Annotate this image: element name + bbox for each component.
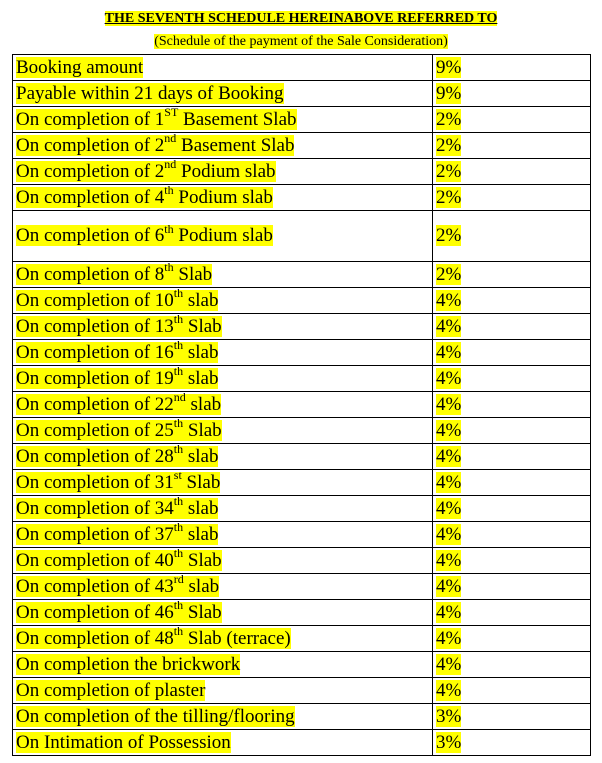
stage-text (16, 495, 219, 519)
stage-cell (13, 470, 433, 496)
stage-cell (13, 652, 433, 678)
table-row (13, 704, 591, 730)
percentage-value: 4% (436, 393, 462, 415)
table-row (13, 470, 591, 496)
ordinal-suffix: rd (173, 573, 184, 587)
table-row (13, 548, 591, 574)
stage-label: On completion of 1 (16, 108, 165, 130)
percentage-cell (433, 392, 591, 418)
table-row (13, 678, 591, 704)
table-row (13, 340, 591, 366)
stage-label: On completion of 37 (16, 523, 174, 545)
table-row (13, 185, 591, 211)
stage-label: On completion of 43 (16, 575, 174, 597)
stage-label: On completion of 25 (16, 419, 174, 441)
percentage-cell (433, 730, 591, 756)
stage-label-suffix: Podium slab (173, 186, 273, 208)
stage-text (16, 365, 219, 389)
stage-cell (13, 81, 433, 107)
stage-label-suffix: Slab (183, 601, 222, 623)
table-row (13, 496, 591, 522)
stage-text (16, 732, 231, 753)
stage-cell (13, 730, 433, 756)
payment-schedule-table (12, 54, 591, 756)
ordinal-suffix: th (173, 547, 184, 561)
stage-label: On completion of the tilling/flooring (16, 705, 295, 727)
schedule-subtitle (0, 33, 602, 50)
percentage-value: 2% (436, 263, 462, 285)
stage-text (16, 339, 219, 363)
percentage-cell (433, 470, 591, 496)
stage-label-suffix: slab (185, 393, 222, 415)
stage-label-suffix: Slab (181, 471, 221, 493)
percentage-value: 9% (436, 56, 462, 78)
stage-cell (13, 340, 433, 366)
table-row (13, 600, 591, 626)
stage-label: On completion of 28 (16, 445, 174, 467)
stage-label-suffix: slab (183, 445, 219, 467)
percentage-value: 4% (436, 523, 462, 545)
table-row (13, 262, 591, 288)
table-row (13, 392, 591, 418)
stage-label: On completion of 22 (16, 393, 174, 415)
stage-label-suffix: slab (183, 575, 220, 597)
table-row (13, 55, 591, 81)
stage-label-suffix: Slab (183, 315, 222, 337)
ordinal-suffix: st (173, 469, 182, 483)
percentage-cell (433, 626, 591, 652)
stage-cell (13, 133, 433, 159)
percentage-cell (433, 314, 591, 340)
stage-label: On completion of 10 (16, 289, 174, 311)
percentage-cell (433, 133, 591, 159)
percentage-cell (433, 185, 591, 211)
stage-label-suffix: Podium slab (173, 225, 273, 246)
schedule-subtitle-text: (Schedule of the payment of the Sale Consideration) (154, 34, 448, 49)
stage-text (16, 417, 222, 441)
table-row (13, 574, 591, 600)
stage-text (16, 680, 205, 701)
stage-label-suffix: Slab (183, 549, 222, 571)
stage-text (16, 106, 297, 130)
stage-label: On completion of 2 (16, 134, 165, 156)
table-row (13, 730, 591, 756)
stage-label-suffix: slab (183, 289, 219, 311)
stage-cell (13, 314, 433, 340)
stage-cell (13, 522, 433, 548)
percentage-value: 2% (436, 108, 462, 130)
table-row (13, 626, 591, 652)
stage-text (16, 599, 222, 623)
ordinal-suffix: th (173, 443, 184, 457)
payment-schedule-body (13, 55, 591, 756)
stage-label: Booking amount (16, 56, 144, 78)
table-row (13, 652, 591, 678)
table-row (13, 81, 591, 107)
stage-text (16, 287, 219, 311)
stage-label: On Intimation of Possession (16, 731, 231, 753)
stage-text (16, 313, 222, 337)
ordinal-suffix: th (173, 365, 184, 379)
stage-label: Payable within 21 days of Booking (16, 82, 284, 104)
percentage-cell (433, 55, 591, 81)
percentage-cell (433, 678, 591, 704)
stage-label: On completion of plaster (16, 679, 206, 701)
stage-label: On completion of 34 (16, 497, 174, 519)
stage-cell (13, 262, 433, 288)
percentage-cell (433, 107, 591, 133)
ordinal-suffix: th (173, 313, 184, 327)
percentage-value: 4% (436, 445, 462, 467)
stage-cell (13, 159, 433, 185)
stage-cell (13, 107, 433, 133)
stage-label-suffix: slab (183, 523, 219, 545)
stage-cell (13, 704, 433, 730)
stage-cell (13, 600, 433, 626)
stage-cell (13, 626, 433, 652)
stage-text (16, 573, 220, 597)
table-row (13, 288, 591, 314)
stage-label: On completion of 8 (16, 263, 165, 285)
stage-label: On completion of 6 (16, 225, 165, 246)
stage-cell (13, 678, 433, 704)
stage-cell (13, 185, 433, 211)
schedule-title-text: THE SEVENTH SCHEDULE HEREINABOVE REFERRED TO (104, 11, 498, 26)
percentage-value: 3% (436, 705, 462, 727)
ordinal-suffix: th (173, 287, 184, 301)
stage-cell (13, 366, 433, 392)
stage-text (16, 547, 222, 571)
ordinal-suffix: th (173, 339, 184, 353)
stage-label-suffix: slab (183, 341, 219, 363)
stage-cell (13, 211, 433, 262)
stage-cell (13, 574, 433, 600)
stage-cell (13, 444, 433, 470)
percentage-cell (433, 496, 591, 522)
stage-label-suffix: Basement Slab (178, 108, 297, 130)
ordinal-suffix: th (173, 495, 184, 509)
stage-cell (13, 418, 433, 444)
percentage-value: 4% (436, 341, 462, 363)
percentage-cell (433, 444, 591, 470)
percentage-value: 4% (436, 367, 462, 389)
ordinal-suffix: ST (164, 106, 179, 120)
ordinal-suffix: th (164, 184, 174, 198)
percentage-cell (433, 211, 591, 262)
stage-label-suffix: Basement Slab (176, 134, 295, 156)
percentage-value: 4% (436, 653, 462, 675)
table-row (13, 522, 591, 548)
table-row (13, 314, 591, 340)
percentage-value: 3% (436, 731, 462, 753)
stage-text (16, 132, 295, 156)
stage-text (16, 654, 240, 675)
table-row (13, 107, 591, 133)
percentage-cell (433, 288, 591, 314)
stage-label-suffix: Slab (173, 263, 213, 285)
percentage-value: 4% (436, 471, 462, 493)
ordinal-suffix: nd (173, 391, 186, 405)
stage-label: On completion of 40 (16, 549, 174, 571)
stage-text (16, 261, 213, 285)
ordinal-suffix: th (173, 599, 184, 613)
percentage-value: 4% (436, 549, 462, 571)
table-row (13, 211, 591, 262)
stage-text (16, 158, 276, 182)
percentage-value: 4% (436, 575, 462, 597)
stage-label: On completion of 4 (16, 186, 165, 208)
percentage-cell (433, 600, 591, 626)
stage-text (16, 83, 284, 104)
percentage-cell (433, 262, 591, 288)
percentage-value: 2% (436, 160, 462, 182)
stage-label: On completion of 16 (16, 341, 174, 363)
stage-cell (13, 288, 433, 314)
percentage-cell (433, 159, 591, 185)
stage-cell (13, 55, 433, 81)
ordinal-suffix: nd (164, 132, 177, 146)
ordinal-suffix: th (173, 521, 184, 535)
percentage-cell (433, 522, 591, 548)
stage-label-suffix: Podium slab (176, 160, 276, 182)
percentage-value: 2% (436, 134, 462, 156)
stage-text (16, 221, 273, 246)
stage-text (16, 706, 295, 727)
schedule-title (0, 10, 602, 28)
table-row (13, 444, 591, 470)
percentage-value: 2% (436, 186, 462, 208)
stage-label: On completion of 19 (16, 367, 174, 389)
stage-label: On completion of 13 (16, 315, 174, 337)
percentage-value: 2% (436, 225, 462, 246)
stage-text (16, 469, 221, 493)
stage-text (16, 521, 219, 545)
table-row (13, 133, 591, 159)
percentage-cell (433, 366, 591, 392)
percentage-cell (433, 81, 591, 107)
table-row (13, 159, 591, 185)
stage-label: On completion the brickwork (16, 653, 241, 675)
stage-label-suffix: slab (183, 367, 219, 389)
percentage-value: 4% (436, 679, 462, 701)
stage-text (16, 57, 143, 78)
percentage-cell (433, 574, 591, 600)
percentage-cell (433, 704, 591, 730)
stage-label-suffix: slab (183, 497, 219, 519)
stage-label: On completion of 48 (16, 627, 174, 649)
percentage-cell (433, 340, 591, 366)
stage-text (16, 184, 273, 208)
percentage-value: 4% (436, 497, 462, 519)
percentage-value: 4% (436, 627, 462, 649)
stage-text (16, 391, 222, 415)
percentage-value: 4% (436, 419, 462, 441)
stage-label: On completion of 2 (16, 160, 165, 182)
ordinal-suffix: th (173, 417, 184, 431)
stage-label: On completion of 31 (16, 471, 174, 493)
percentage-cell (433, 548, 591, 574)
table-row (13, 366, 591, 392)
stage-cell (13, 548, 433, 574)
percentage-value: 4% (436, 315, 462, 337)
percentage-value: 4% (436, 289, 462, 311)
stage-text (16, 443, 219, 467)
ordinal-suffix: nd (164, 158, 177, 172)
ordinal-suffix: th (173, 625, 184, 639)
percentage-cell (433, 652, 591, 678)
table-row (13, 418, 591, 444)
stage-cell (13, 392, 433, 418)
stage-cell (13, 496, 433, 522)
stage-text (16, 625, 291, 649)
stage-label-suffix: Slab (terrace) (183, 627, 291, 649)
ordinal-suffix: th (164, 221, 174, 236)
stage-label: On completion of 46 (16, 601, 174, 623)
stage-label-suffix: Slab (183, 419, 222, 441)
ordinal-suffix: th (164, 261, 174, 275)
percentage-cell (433, 418, 591, 444)
percentage-value: 4% (436, 601, 462, 623)
percentage-value: 9% (436, 82, 462, 104)
